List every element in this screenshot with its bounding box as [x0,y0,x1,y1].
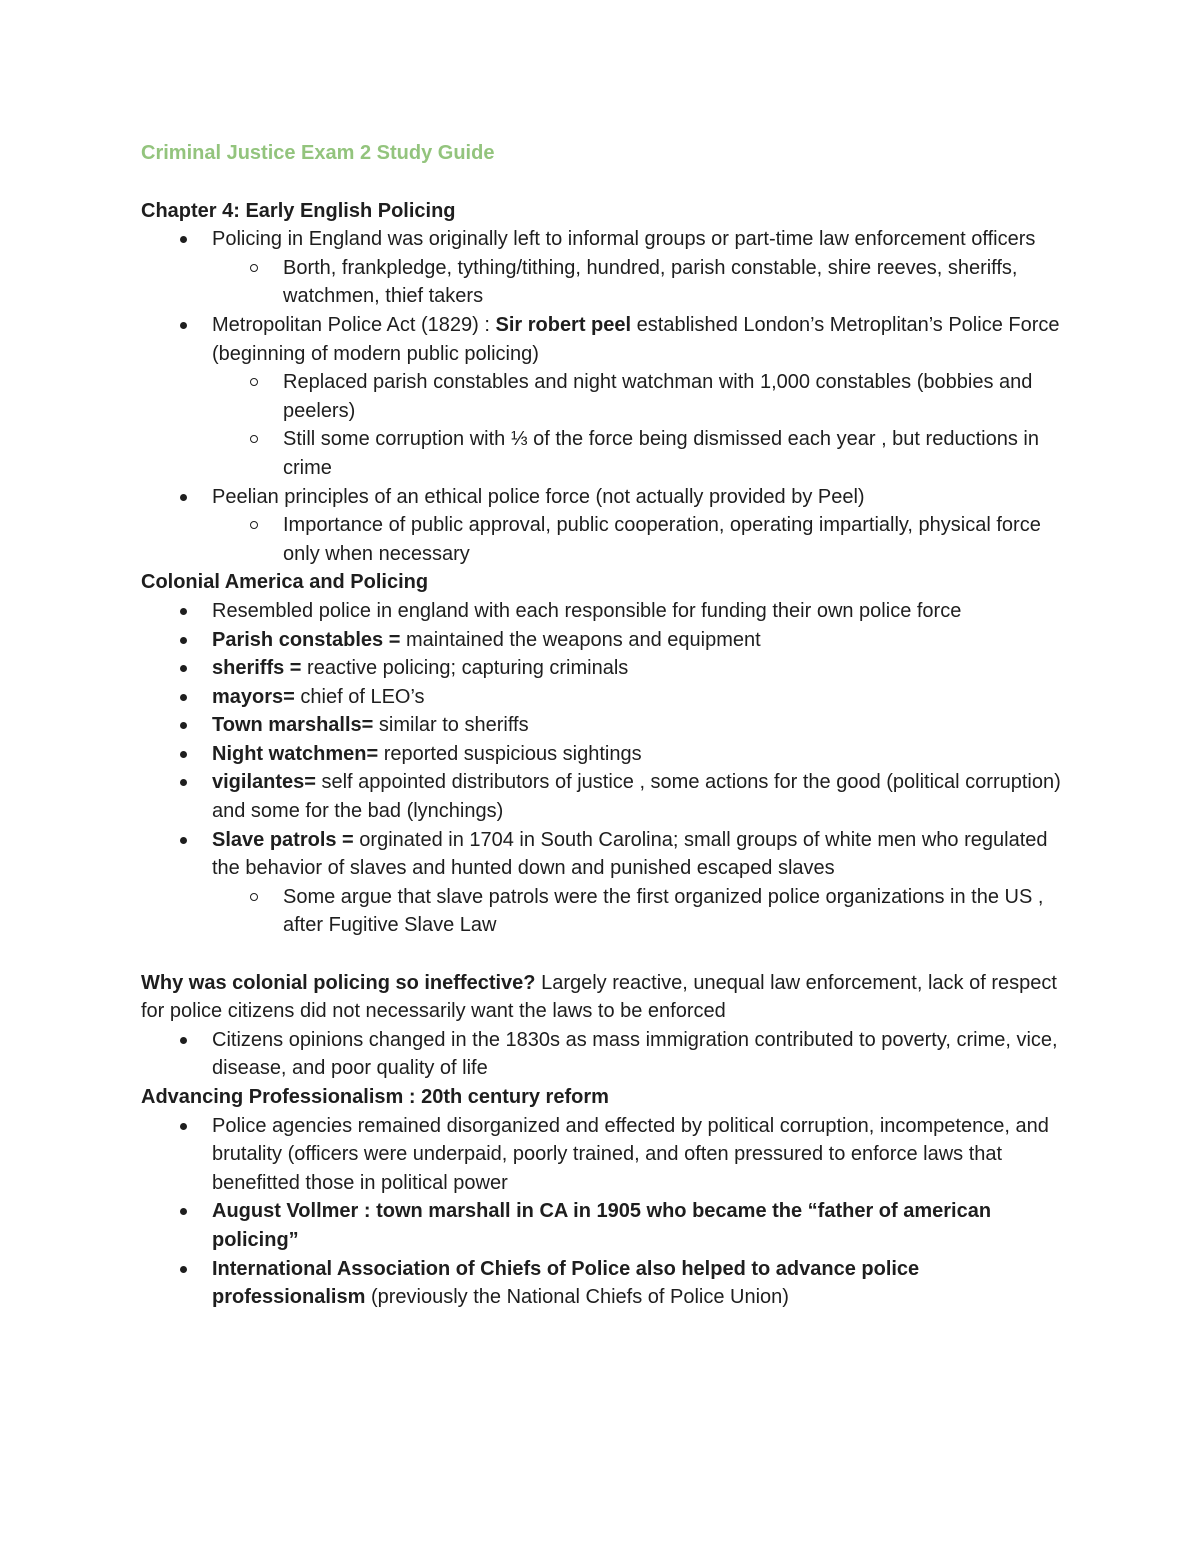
list-item [141,683,1071,712]
list-item [141,626,1071,655]
chapter-4-heading: Chapter 4: Early English Policing [141,199,456,222]
item-text: Metropolitan Police Act (1829) : [212,313,496,336]
chapter-4-list [141,225,1071,568]
list-item: Peelian principles of an ethical police force (not actually provided by Peel) [141,483,1071,512]
sub-list-item: Borth, frankpledge, tything/tithing, hundred, parish constable, shire reeves, sheriffs, watchmen, thief takers [141,254,1071,311]
definition: reported suspicious sightings [378,742,642,765]
definition: maintained the weapons and equipment [400,628,761,651]
advancing-heading: Advancing Professionalism : 20th century reform [141,1086,609,1108]
list-item: Citizens opinions changed in the 1830s as mass immigration contributed to poverty, crime, vice, disease, and poor quality of life [141,1026,1071,1083]
list-item [141,740,1071,769]
list-item [141,1255,1071,1312]
why-paragraph [141,969,1071,1026]
list-item [141,711,1071,740]
term: Parish constables = [212,628,401,651]
term: sheriffs = [212,657,302,680]
definition: self appointed distributors of justice , some actions for the good (political corruption) and some for the bad (lynchings) [212,771,1061,823]
definition: reactive policing; capturing criminals [301,657,629,680]
question: Why was colonial policing so ineffective? [141,971,536,994]
list-item [141,826,1071,883]
term: vigilantes= [212,771,316,794]
term: Town marshalls= [212,714,374,737]
definition: similar to sheriffs [373,714,529,737]
item-bold-text: International Association of Chiefs of Police also helped to advance police professionalism [212,1257,920,1309]
sub-list-item: Replaced parish constables and night watchman with 1,000 constables (bobbies and peelers) [141,368,1071,425]
list-item [141,768,1071,825]
sub-list-item: Still some corruption with ⅓ of the force being dismissed each year , but reductions in crime [141,425,1071,482]
blank-line [141,940,1071,969]
item-bold-text: Sir robert peel [495,313,632,336]
sub-list-item: Some argue that slave patrols were the first organized police organizations in the US , after Fugitive Slave Law [141,883,1071,940]
document-title: Criminal Justice Exam 2 Study Guide [141,142,495,164]
why-list [141,1026,1071,1083]
list-item [141,1197,1071,1254]
colonial-heading: Colonial America and Policing [141,571,429,594]
list-item: Policing in England was originally left to informal groups or part-time law enforcement officers [141,225,1071,254]
term: Night watchmen= [212,742,379,765]
colonial-list [141,597,1071,940]
list-item [141,654,1071,683]
definition: chief of LEO’s [294,685,425,708]
item-text: (previously the National Chiefs of Police Union) [365,1286,789,1309]
list-item: Police agencies remained disorganized and effected by political corruption, incompetence, and brutality (officers were underpaid, poorly trained, and often pressured to enforce laws that benefitted those in political power [141,1112,1071,1198]
document-body [141,139,1071,1312]
item-text: established London’s Metroplitan’s Police Force (beginning of modern public policing) [212,313,1060,365]
item-bold-text: August Vollmer : town marshall in CA in 1905 who became the “father of american policing” [212,1200,992,1251]
sub-list-item: Importance of public approval, public cooperation, operating impartially, physical force only when necessary [141,511,1071,568]
term: Slave patrols = [212,828,354,851]
list-item: Resembled police in england with each responsible for funding their own police force [141,597,1071,626]
answer: Largely reactive, unequal law enforcement, lack of respect for police citizens did not necessarily want the laws to be enforced [141,971,1057,1023]
term: mayors= [212,685,295,708]
list-item [141,311,1071,368]
definition: orginated in 1704 in South Carolina; small groups of white men who regulated the behavior of slaves and hunted down and punished escaped slaves [212,828,1048,880]
advancing-list [141,1112,1071,1312]
